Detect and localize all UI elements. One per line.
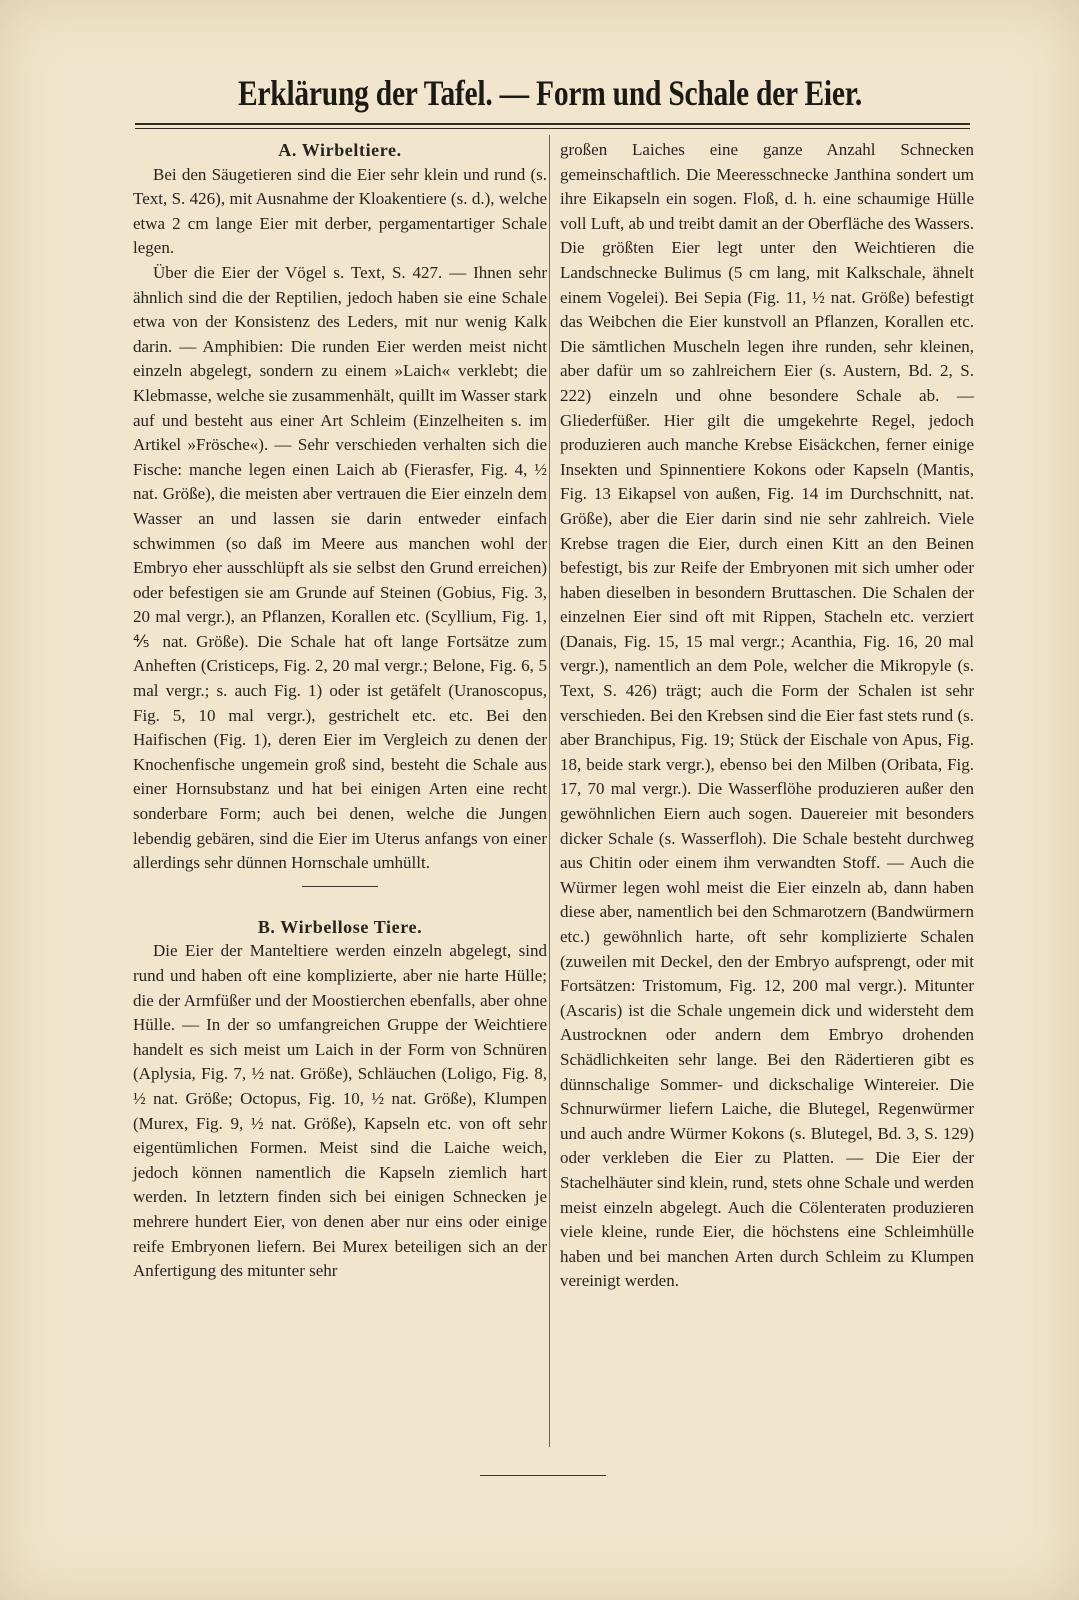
section-b-paragraph-1-left: Die Eier der Manteltiere werden einzeln abgelegt, sind rund und haben oft eine komplizierte, aber nie harte Hülle; die der Armfüßer und der Moostierchen ebenfalls, aber ohne Hülle. — In der so umfangreichen Gruppe der Weichtiere handelt es sich meist um Laich in der Form von Schnüren (Aplysia, Fig. 7, ½ nat. Größe), Schläuchen (Loligo, Fig. 8, ½ nat. Größe; Octopus, Fig. 10, ½ nat. Größe), Klumpen (Murex, Fig. 9, ½ nat. Größe), Kapseln etc. von oft sehr eigentümlichen Formen. Meist sind die Laiche weich, jedoch können namentlich die Kapseln ziemlich hart werden. In letztern finden sich bei einigen Schnecken je mehrere hundert Eier, von denen aber nur eins oder einige reife Embryonen liefern. Bei Murex beteiligen sich an der Anfertigung des mitunter sehr [133, 941, 547, 1281]
section-b-paragraph-1-right: großen Laiches eine ganze Anzahl Schnecken gemeinschaftlich. Die Meeresschnecke Janthina sondert um ihre Eikapseln ein sogen. Floß, d. h. eine schaumige Hülle voll Luft, ab und treibt damit an der Oberfläche des Wassers. Die größten Eier legt unter den Weichtieren die Landschnecke Bulimus (5 cm lang, mit Kalkschale, ähnelt einem Vogelei). Bei Sepia (Fig. 11, ½ nat. Größe) befestigt das Weibchen die Eier kunstvoll an Pflanzen, Korallen etc. Die sämtlichen Muscheln legen ihre runden, sehr kleinen, aber dafür um so zahlreichern Eier (s. Austern, Bd. 2, S. 222) einzeln und ohne besondere Schale ab. — Gliederfüßer. Hier gilt die umgekehrte Regel, jedoch produzieren auch manche Krebse Eisäckchen, ferner einige Insekten und Spinnentiere Kokons oder Kapseln (Mantis, Fig. 13 Eikapsel von außen, Fig. 14 im Durchschnitt, nat. Größe), aber die Eier darin sind nie sehr zahlreich. Viele Krebse tragen die Eier, durch einen Kitt an den Beinen befestigt, bis zur Reife der Embryonen mit sich umher oder haben dieselben in besondern Bruttaschen. Die Schalen der einzelnen Eier sind oft mit Rippen, Stacheln etc. verziert (Danais, Fig. 15, 15 mal vergr.; Acanthia, Fig. 16, 20 mal vergr.), namentlich an dem Pole, welcher die Mikropyle (s. Text, S. 426) trägt; auch die Form der Schalen ist sehr verschieden. Bei den Krebsen sind die Eier fast stets rund (s. aber Branchipus, Fig. 19; Stück der Eischale von Apus, Fig. 18, beide stark vergr.), ebenso bei den Milben (Oribata, Fig. 17, 70 mal vergr.). Die Wasserflöhe produzieren außer den gewöhnlichen Eiern auch sogen. Dauereier mit besonders dicker Schale (s. Wasserfloh). Die Schale besteht durchweg aus Chitin oder einem ihm verwandten Stoff. — Auch die Würmer legen wohl meist die Eier einzeln ab, dann haben diese aber, namentlich bei den Schmarotzern (Bandwürmern etc.) gewöhnlich harte, oft sehr komplizierte Schalen (zuweilen mit Deckel, den der Embryo aufsprengt, oder mit Fortsätzen: Tristomum, Fig. 12, 200 mal vergr.). Mitunter (Ascaris) ist die Schale ungemein dick und widersteht dem Austrocknen oder andern dem Embryo drohenden Schädlichkeiten sehr lange. Bei den Rädertieren gibt es dünnschalige Sommer- und dickschalige Wintereier. Die Schnurwürmer liefern Laiche, die Blutegel, Regenwürmer und auch andre Würmer Kokons (s. Blutegel, Bd. 3, S. 129) oder verkleben die Eier zu Platten. — Die Eier der Stachelhäuter sind klein, rund, stets ohne Schale und werden meist einzeln abgelegt. Auch die Cölenteraten produzieren viele kleine, runde Eier, die höchstens eine Schleimhülle haben und bei manchen Arten durch Schleim zu Klumpen vereinigt werden. [560, 140, 974, 1291]
title-rule-thick [135, 123, 970, 125]
title-rule-thin [135, 128, 970, 129]
page-title: Erklärung der Tafel. — Form und Schale der Eier. [237, 73, 863, 113]
section-separator [302, 886, 378, 887]
bottom-rule [480, 1475, 606, 1476]
section-a-paragraph-2: Über die Eier der Vögel s. Text, S. 427. — Ihnen sehr ähnlich sind die der Reptilien, jedoch haben sie eine Schale etwa von der Konsistenz des Leders, mit nur wenig Kalk darin. — Amphibien: Die runden Eier werden meist nicht einzeln abgelegt, sondern zu einem »Laich« verklebt; die Klebmasse, welche sie zusammenhält, quillt im Wasser stark auf und besteht aus einer Art Schleim (Einzelheiten s. im Artikel »Frösche«). — Sehr verschieden verhalten sich die Fische: manche legen einen Laich ab (Fierasfer, Fig. 4, ½ nat. Größe), die meisten aber vertrauen die Eier einzeln dem Wasser an und lassen sie darin entweder einfach schwimmen (so daß im Meere aus manchen wohl der Embryo eher ausschlüpft als sie selbst den Grund erreichen) oder befestigen sie am Grunde auf Steinen (Gobius, Fig. 3, 20 mal vergr.), an Pflanzen, Korallen etc. (Scyllium, Fig. 1, ⅘ nat. Größe). Die Schale hat oft lange Fortsätze zum Anheften (Cristiceps, Fig. 2, 20 mal vergr.; Belone, Fig. 6, 5 mal vergr.; s. auch Fig. 1) oder ist getäfelt (Uranoscopus, Fig. 5, 10 mal vergr.), gestrichelt etc. etc. Bei den Haifischen (Fig. 1), deren Eier im Vergleich zu denen der Knochenfische ungemein groß sind, besteht die Schale aus einer Hornsubstanz und hat bei einigen Arten eine recht sonderbare Form; auch bei denen, welche die Jungen lebendig gebären, sind die Eier im Uterus anfangs von einer allerdings sehr dünnen Hornschale umhüllt. [133, 262, 547, 873]
left-column [133, 138, 547, 1284]
section-a-heading: A. Wirbeltiere. [278, 140, 402, 160]
section-b-heading: B. Wirbellose Tiere. [257, 916, 423, 937]
section-a-paragraph-1: Bei den Säugetieren sind die Eier sehr klein und rund (s. Text, S. 426), mit Ausnahme der Kloakentiere (s. d.), welche etwa 2 cm lange Eier mit derber, pergamentartiger Schale legen. [133, 164, 547, 258]
right-column [560, 138, 974, 1294]
column-divider [549, 135, 550, 1447]
